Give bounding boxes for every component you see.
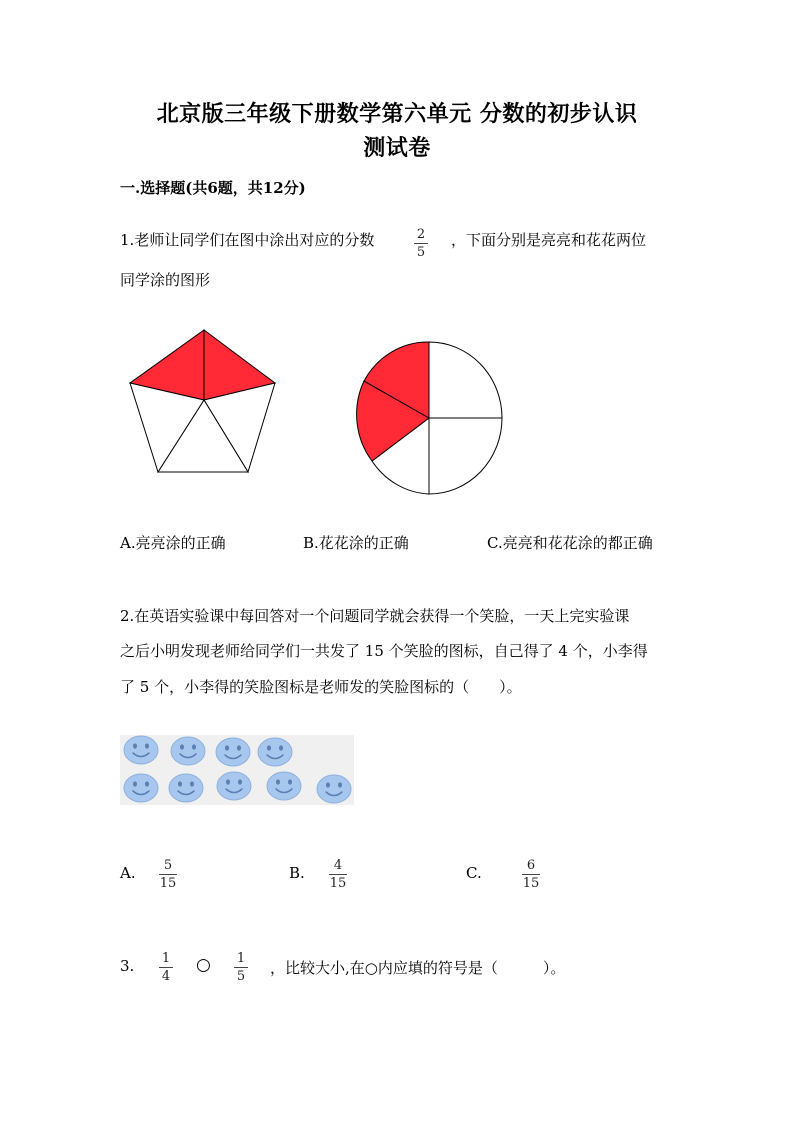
- fraction-numerator: 5: [163, 858, 173, 873]
- q2-line3: 了 5 个，小李得的笑脸图标是老师发的笑脸图标的（ ）。: [120, 678, 522, 696]
- q1-text-before: 老师让同学们在图中涂出对应的分数: [134, 231, 375, 249]
- q2-option-c-label[interactable]: C.: [466, 864, 482, 882]
- smiley-icon: [169, 774, 203, 802]
- fraction-numerator: 1: [236, 951, 246, 966]
- fraction-bar: [159, 967, 173, 968]
- q1-fraction-numerator: 2: [416, 227, 426, 242]
- fraction-numerator: 4: [333, 858, 343, 873]
- q1-number: 1.: [120, 231, 135, 249]
- q2-option-b-label[interactable]: B.: [289, 864, 305, 882]
- q1-line2: 同学涂的图形: [120, 271, 211, 289]
- circle-part: [429, 342, 502, 418]
- q3-fraction-b: [234, 951, 248, 984]
- q2-line1: 2.在英语实验课中每回答对一个问题同学就会获得一个笑脸，一天上完实验课: [120, 607, 630, 625]
- fraction-numerator: 6: [526, 858, 536, 873]
- smiley-icon: [171, 737, 205, 765]
- page-title: 北京版三年级下册数学第六单元 分数的初步认识: [156, 101, 638, 127]
- smiley-icon: [124, 736, 158, 764]
- smiley-icon: [317, 775, 351, 803]
- q2-option-a-label[interactable]: A.: [120, 864, 136, 882]
- q2-option-c-fraction[interactable]: [522, 858, 540, 891]
- q2-line2: 之后小明发现老师给同学们一共发了 15 个笑脸的图标，自己得了 4 个，小李得: [120, 642, 648, 660]
- q1-text-after: ，下面分别是亮亮和花花两位: [451, 231, 647, 249]
- fraction-bar: [414, 243, 428, 244]
- fraction-bar: [522, 874, 540, 875]
- q3-text: ，比较大小,在○内应填的符号是（ ）。: [270, 959, 566, 977]
- compare-circle[interactable]: ○: [196, 955, 211, 975]
- fraction-bar: [159, 874, 177, 875]
- page-subtitle: 测试卷: [363, 135, 431, 161]
- q1-line1: [120, 223, 374, 258]
- fraction-bar: [329, 874, 347, 875]
- fraction-numerator: 1: [161, 951, 171, 966]
- circle-figure: [345, 335, 510, 495]
- fraction-denominator: 15: [159, 876, 177, 891]
- q1-option-a[interactable]: A.亮亮涂的正确: [120, 534, 226, 552]
- fraction-denominator: 4: [161, 969, 171, 984]
- section-heading: 一.选择题(共6题，共12分): [120, 179, 306, 197]
- smiley-icon: [216, 738, 250, 766]
- smiley-group: [120, 735, 354, 805]
- q3-number: 3.: [120, 957, 135, 975]
- fraction-denominator: 15: [522, 876, 540, 891]
- q1-option-b[interactable]: B.花花涂的正确: [303, 534, 409, 552]
- q1-fraction-denominator: 5: [416, 245, 426, 260]
- fraction-denominator: 5: [236, 969, 246, 984]
- fraction-bar: [234, 967, 248, 968]
- smiley-icon: [124, 774, 158, 802]
- fraction-denominator: 15: [329, 876, 347, 891]
- q1-fraction: [414, 227, 428, 260]
- smiley-panel: [120, 735, 354, 805]
- q2-option-a-fraction[interactable]: [159, 858, 177, 891]
- pentagon-figure: [120, 320, 290, 485]
- smiley-icon: [258, 738, 292, 766]
- q2-option-b-fraction[interactable]: [329, 858, 347, 891]
- circle-part: [429, 418, 502, 494]
- smiley-icon: [267, 772, 301, 800]
- smiley-icon: [217, 772, 251, 800]
- q3-fraction-a: [159, 951, 173, 984]
- q1-option-c[interactable]: C.亮亮和花花涂的都正确: [487, 534, 653, 552]
